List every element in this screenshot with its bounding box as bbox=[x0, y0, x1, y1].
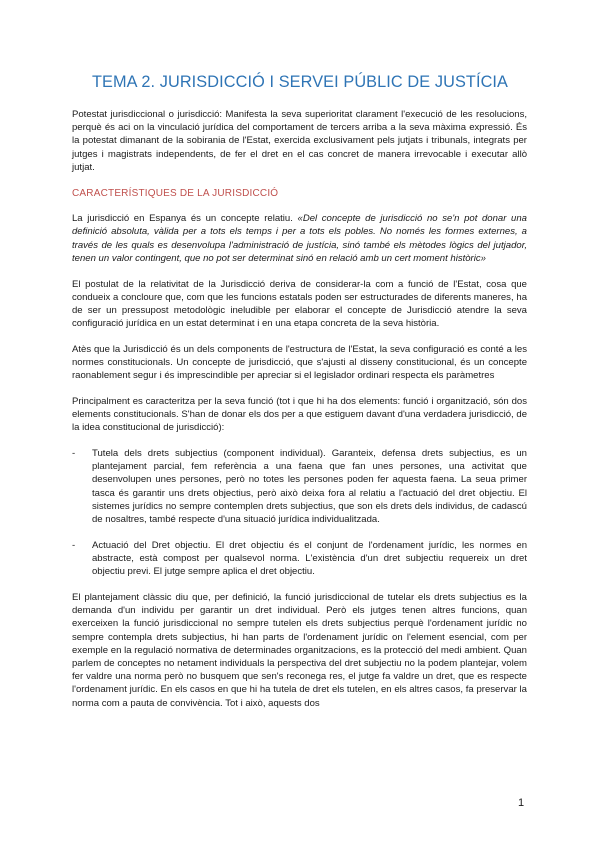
paragraph-quote: «Del concepte de jurisdicció no se'n pot donar una definició absoluta, vàlida per a tots els temps i per a tots els pobles. No només les formes externes, a través de les quals es desenvolupa l'administració de justícia, sinó també els mètodes lògics del jutjador, tenen un valor contingent, que no pot ser determinat sinó en relació amb un cert moment històric» bbox=[72, 213, 527, 264]
bullet-list bbox=[72, 447, 527, 578]
paragraph-function: Principalment es caracteritza per la seva funció (tot i que hi ha dos elements: funció i organització, són dos elements constitucionals. S'han de donar els dos per a que estiguem davant d'una verdadera jurisdicció, de la idea constitucional de jurisdicció): bbox=[72, 395, 527, 434]
paragraph-classic-approach: El plantejament clàssic diu que, per definició, la funció jurisdiccional de tutelar els drets subjectius es la demanda d'un individu per garantir un dret individual. Però els jutges tenen altres funcions, quan exerceixen la funció jurisdiccional no sempre tutelen els drets subjectius perquè l'ordenament jurídic no sempre contempla drets subjectius, hi han parts de l'ordenament jurídic on l'element esencial, com per exemple en la regulació normativa de determinades organitzacions, es la protecció del medi ambient. Quan parlem de conceptes no netament individuals la perspectiva del dret subjectiu no la podem plantejar, volem fer valdre una norma però no busquem que sen's reconega res, el jutge fa valdre un dret, que es respecte l'ordenament jurídic. En els casos en que hi ha tutela de dret els tutelen, en els altres casos, fa preservar la norma com a pauta de convivència. Tot i això, aquests dos bbox=[72, 591, 527, 709]
list-item-text: Tutela dels drets subjectius (component individual). Garanteix, defensa drets subjectius, es un plantejament parcial, fem referència a una faena que fan unes persones, una activitat que desenvolupen unes persones, però no totes les persones poden fer aquesta faena. La seua primer tasca és garantir uns drets objectius, però això deixa fora al relatiu a l'actuació del dret objectiu. El sistemes jurídics no sempre contemplen drets subjectius, que son els drets dels individus, de cadascú de nosaltres, també respecte d'una situació jurídica individualitzada. bbox=[92, 448, 527, 526]
paragraph-lead-text: La jurisdicció en Espanya és un concepte relatiu. bbox=[72, 213, 298, 225]
paragraph-relativity: El postulat de la relativitat de la Jurisdicció deriva de considerar-la com a funció de l'Estat, cosa que condueix a concloure que, com que les funcions estatals poden ser estructurades de diferents maneres, ha de ser un pressupost metodològic ineludible per elaborar el concepte de Jurisdicció atendre la seva configuració jurídica en un estat determinat i en una etapa concreta de la seva història. bbox=[72, 278, 527, 330]
document-title: TEMA 2. JURISDICCIÓ I SERVEI PÚBLIC DE JUSTÍCIA bbox=[91, 73, 509, 91]
intro-paragraph: Potestat jurisdiccional o jurisdicció: Manifesta la seva superioritat clarament l'execució de les resolucions, perquè és aci on la vinculació jurídica del comportament de tercers arriba a la seva màxima expressió. És la potestat dimanant de la sobirania de l'Estat, exercida exclusivament pels jutjats i tribunals, integrats per jutges i magistrats independents, de fer el dret en el cas concret de manera irrevocable i executar allò jutjat. bbox=[72, 109, 527, 173]
paragraph-constitutional: Atès que la Jurisdicció és un dels components de l'estructura de l'Estat, la seva configuració es conté a les normes constitucionals. Un concepte de jurisdicció, que s'ajusti al disseny constitucional, és un concepte raonablement segur i és imprescindible per apreciar si el legislador ordinari respecta els paràmetres bbox=[72, 343, 527, 382]
bullet-dash: - bbox=[72, 539, 76, 551]
list-item bbox=[72, 447, 527, 526]
page-number: 1 bbox=[518, 797, 525, 809]
list-item bbox=[72, 539, 527, 579]
section-heading: CARACTERÍSTIQUES DE LA JURISDICCIÓ bbox=[72, 187, 279, 199]
list-item-text: Actuació del Dret objectiu. El dret objectiu és el conjunt de l'ordenament jurídic, les normes en abstracte, està compost per qualsevol norma. L'existència d'un dret subjectiu requereix un dret objectiu previ. El jutge sempre aplica el dret objectiu. bbox=[92, 539, 527, 578]
paragraph-relative-concept bbox=[72, 212, 527, 265]
bullet-dash: - bbox=[72, 448, 76, 460]
document-body bbox=[72, 108, 527, 722]
